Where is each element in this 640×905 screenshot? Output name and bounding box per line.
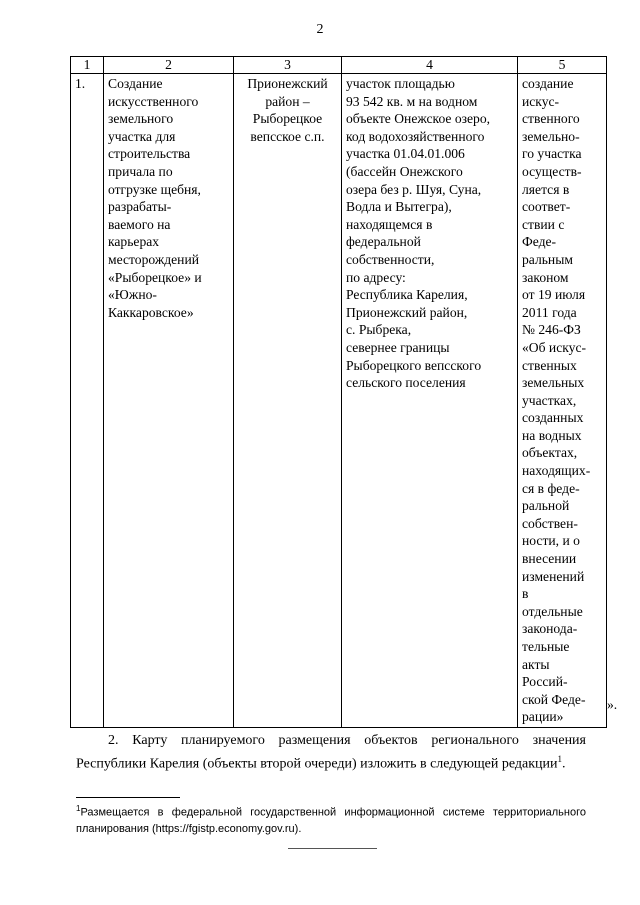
paragraph-end: . (562, 756, 566, 772)
col4-line: Республика Карелия, (346, 287, 468, 303)
col5-line: на водных (522, 427, 582, 443)
col3-line: Прионежский (247, 76, 328, 91)
col2-line: разрабаты- (108, 199, 172, 215)
col5-line: акты (522, 656, 550, 672)
header-cell-3: 3 (234, 57, 342, 74)
col3-line: район – (265, 93, 310, 109)
col2-line: искусственного (108, 93, 199, 109)
col2-line: «Рыборецкое» и (108, 269, 202, 285)
col5-line: Россий- (522, 674, 568, 690)
closing-quote-mark: ». (607, 697, 618, 712)
header-cell-5: 5 (518, 57, 607, 74)
footnote (76, 801, 586, 837)
col5-line: находящих- (522, 463, 591, 479)
col5-line: внесении (522, 551, 577, 567)
col2-line: Каккаровское» (108, 304, 194, 320)
col5-line: от 19 июля (522, 287, 586, 303)
col4-line: собственности, (346, 251, 435, 267)
col5-line: го участка (522, 146, 582, 162)
description-cell (342, 74, 518, 728)
col4-line: Рыборецкого вепсского (346, 357, 482, 373)
territorial-planning-table (70, 56, 607, 728)
col5-line: «Об искус- (522, 339, 587, 355)
footnote-text: Размещается в федеральной государственной информационной системе территориального планирования (https://fgistp.economy.gov.ru). (76, 806, 586, 835)
col5-line: законода- (522, 621, 578, 637)
col5-line: создание (522, 76, 574, 91)
col5-line: Феде- (522, 234, 557, 250)
col4-line: объекте Онежское озеро, (346, 111, 491, 127)
header-cell-1: 1 (71, 57, 104, 74)
col5-line: осуществ- (522, 163, 582, 179)
col5-line: ственных (522, 357, 577, 373)
col2-line: карьерах (108, 234, 160, 250)
col5-line: в (522, 586, 529, 602)
table-header-row (71, 57, 607, 74)
col5-line: ся в феде- (522, 480, 580, 496)
paragraph-2 (76, 732, 586, 774)
col4-line: участок площадью (346, 76, 455, 91)
col5-line: соответ- (522, 199, 571, 215)
col5-line: ральным (522, 251, 573, 267)
col5-line: созданных (522, 410, 584, 426)
col5-line: 2011 года (522, 304, 577, 320)
col5-line: отдельные (522, 603, 583, 619)
col2-line: ваемого на (108, 216, 171, 232)
header-cell-4: 4 (342, 57, 518, 74)
col4-line: 93 542 кв. м на водном (346, 93, 478, 109)
col4-line: озера без р. Шуя, Суна, (346, 181, 482, 197)
col5-line: ской Феде- (522, 691, 586, 707)
footnote-reference: 1 (557, 754, 563, 764)
col5-line: искус- (522, 93, 560, 109)
col2-line: «Южно- (108, 287, 157, 303)
col4-line: по адресу: (346, 269, 406, 285)
col5-line: законом (522, 269, 569, 285)
col2-line: строительства (108, 146, 191, 162)
footnote-marker: 1 (76, 804, 81, 813)
col5-line: изменений (522, 568, 585, 584)
col4-line: Прионежский район, (346, 304, 468, 320)
col3-line: вепсское с.п. (250, 128, 325, 144)
col3-line: Рыборецкое (252, 111, 323, 127)
col2-line: месторождений (108, 251, 199, 267)
col5-line: ствии с (522, 216, 565, 232)
col4-line: Водла и Вытегра), (346, 199, 452, 215)
col4-line: участка 01.04.01.006 (346, 146, 465, 162)
col2-line: отгрузке щебня, (108, 181, 201, 197)
col5-line: земельных (522, 375, 585, 391)
col5-line: тельные (522, 639, 570, 654)
col5-line: ляется в (522, 181, 570, 197)
row-number-cell: 1. (71, 74, 104, 728)
bottom-divider (288, 848, 377, 849)
col4-line: севернее границы (346, 339, 450, 355)
col5-line: земельно- (522, 128, 580, 144)
table-row (71, 74, 607, 728)
col4-line: находящемся в (346, 216, 433, 232)
col5-line: собствен- (522, 515, 578, 531)
col2-line: причала по (108, 163, 173, 179)
page-number: 2 (316, 22, 324, 37)
col4-line: (бассейн Онежского (346, 163, 463, 179)
col4-line: код водохозяйственного (346, 128, 485, 144)
object-name-cell (104, 74, 234, 728)
col4-line: федеральной (346, 234, 421, 250)
col5-line: № 246-ФЗ (522, 322, 581, 338)
basis-cell (518, 74, 607, 728)
location-cell (234, 74, 342, 728)
col5-line: рации» (522, 709, 564, 725)
col2-line: земельного (108, 111, 174, 127)
col5-line: участках, (522, 392, 577, 408)
col5-line: ности, и о (522, 533, 580, 549)
col4-line: с. Рыбрека, (346, 322, 412, 338)
header-cell-2: 2 (104, 57, 234, 74)
col5-line: ственного (522, 111, 580, 127)
col2-line: Создание (108, 76, 163, 91)
col5-line: объектах, (522, 445, 578, 461)
footnote-separator (76, 797, 180, 798)
col4-line: сельского поселения (346, 375, 466, 391)
col2-line: участка для (108, 128, 176, 144)
col5-line: ральной (522, 498, 570, 514)
paragraph-text: 2. Карту планируемого размещения объектов регионального значения Республики Карелия (объекты второй очереди) изложить в следующей редакции (76, 733, 586, 772)
